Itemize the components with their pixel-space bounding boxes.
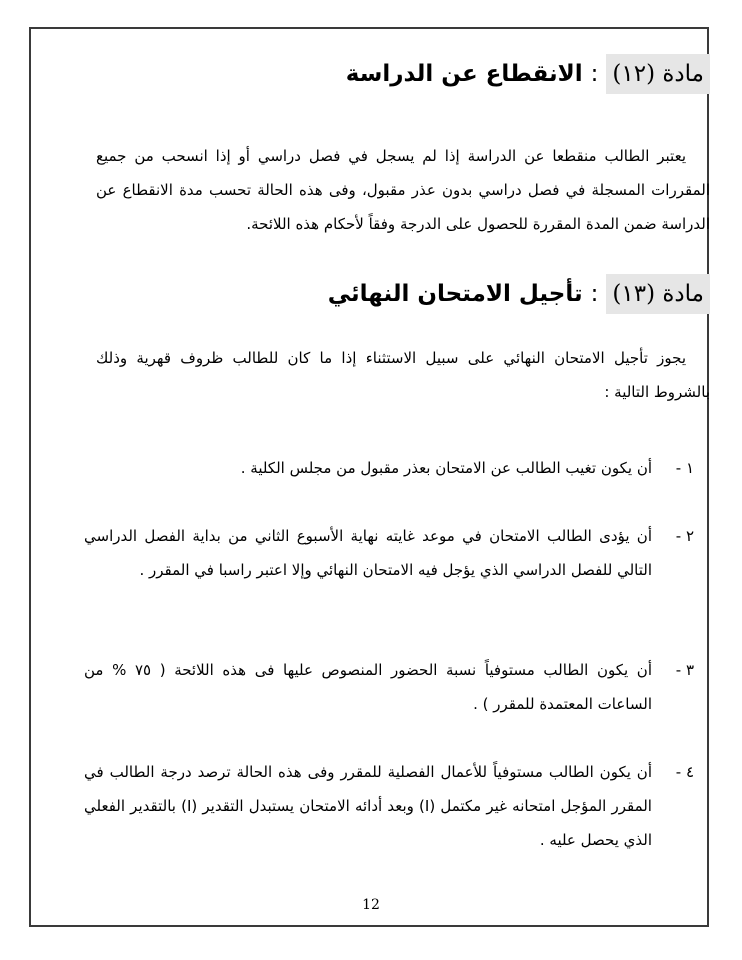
condition-number: ٢ - — [675, 527, 694, 545]
page-number: 12 — [362, 897, 380, 913]
article-13-intro-text: يجوز تأجيل الامتحان النهائي على سبيل الاستثناء إذا ما كان للطالب ظروف قهرية وذلك بالشروط التالية : — [96, 349, 710, 401]
condition-number: ٣ - — [675, 661, 694, 679]
condition-text: أن يكون الطالب مستوفياً نسبة الحضور المنصوص عليها فى هذه اللائحة ( ٧٥ % من الساعات المعتمدة للمقرر ) . — [84, 661, 652, 713]
article-13-colon: : — [590, 281, 599, 307]
article-12-number: مادة (١٢) — [606, 54, 710, 94]
article-13-heading — [328, 274, 710, 314]
article-12-heading — [346, 54, 710, 94]
article-13-number: مادة (١٣) — [606, 274, 710, 314]
condition-number: ١ - — [675, 459, 694, 477]
condition-item-1 — [84, 451, 694, 485]
article-12-colon: : — [590, 61, 599, 87]
article-12-title: الانقطاع عن الدراسة — [345, 61, 583, 87]
condition-number: ٤ - — [675, 763, 694, 781]
article-13-title: تأجيل الامتحان النهائي — [327, 281, 583, 307]
article-12-body — [96, 139, 710, 241]
article-13-intro — [96, 341, 710, 409]
condition-text: أن يكون الطالب مستوفياً للأعمال الفصلية للمقرر وفى هذه الحالة ترصد درجة الطالب في المقرر المؤجل امتحانه غير مكتمل (I) وبعد أدائه الامتحان يستبدل التقدير (I) بالتقدير الفعلي الذي يحصل عليه . — [84, 763, 652, 849]
condition-text: أن يؤدى الطالب الامتحان في موعد غايته نهاية الأسبوع الثاني من بداية الفصل الدراسي التالي للفصل الدراسي الذي يؤجل فيه الامتحان النهائي وإلا اعتبر راسبا في المقرر . — [84, 527, 652, 579]
condition-item-3 — [84, 653, 694, 721]
article-12-body-text: يعتبر الطالب منقطعا عن الدراسة إذا لم يسجل في فصل دراسي أو إذا انسحب من جميع المقررات المسجلة في فصل دراسي بدون عذر مقبول، وفى هذه الحالة تحسب مدة الانقطاع عن الدراسة ضمن المدة المقررة للحصول على الدرجة وفقاً لأحكام هذه اللائحة. — [96, 147, 710, 233]
condition-item-2 — [84, 519, 694, 587]
condition-text: أن يكون تغيب الطالب عن الامتحان بعذر مقبول من مجلس الكلية . — [240, 459, 652, 477]
condition-item-4 — [84, 755, 694, 857]
